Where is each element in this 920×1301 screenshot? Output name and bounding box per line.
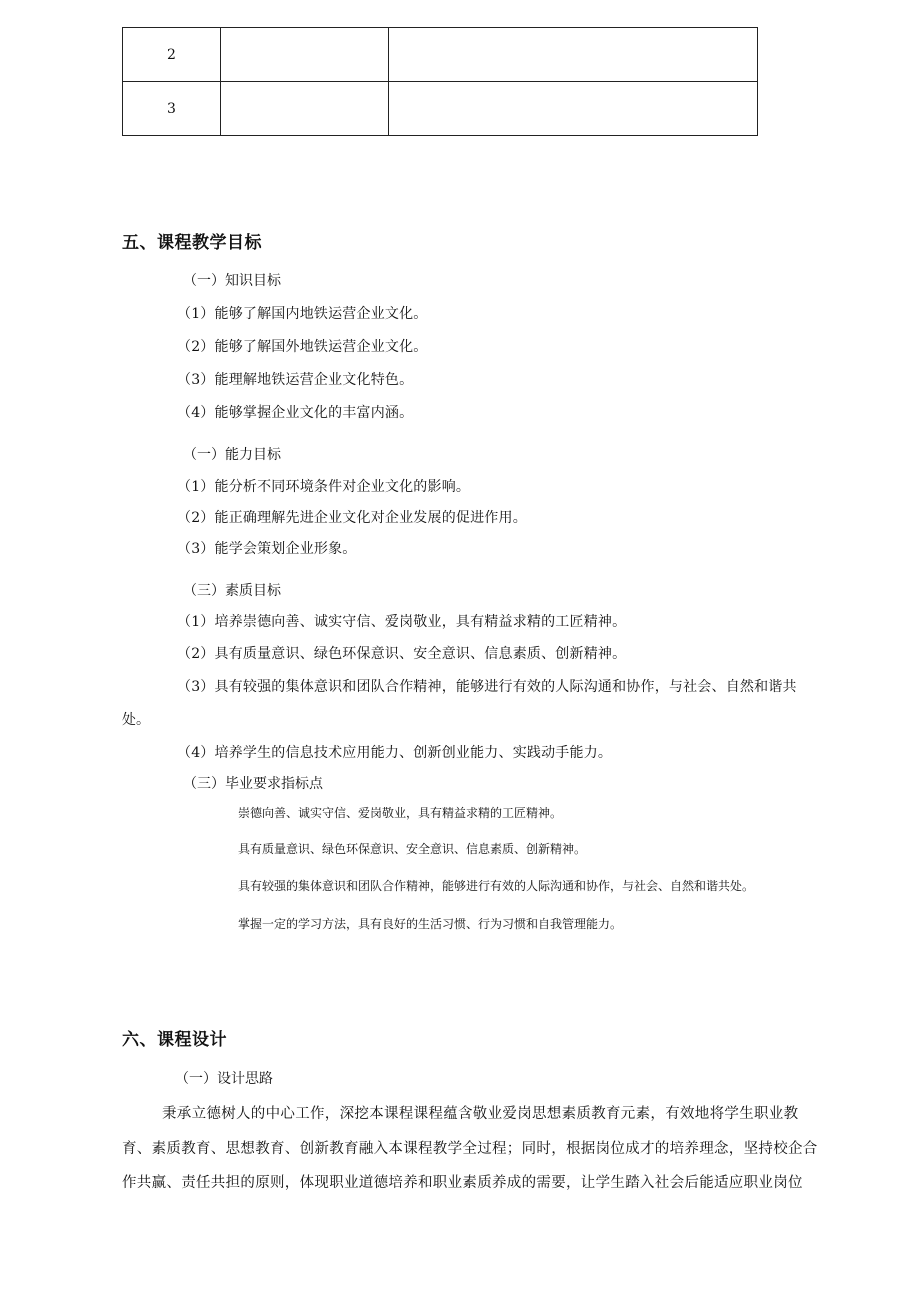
subheading-design-approach: （一）设计思路 [175, 1071, 273, 1087]
subheading-graduation-requirements: （三）毕业要求指标点 [183, 776, 323, 792]
table-cell [221, 82, 389, 136]
table-cell [389, 82, 758, 136]
list-item: （1）培养崇德向善、诚实守信、爱岗敬业，具有精益求精的工匠精神。 [177, 614, 627, 630]
subheading-knowledge-goals: （一）知识目标 [183, 273, 281, 289]
subheading-quality-goals: （三）素质目标 [183, 583, 281, 599]
section-heading-teaching-goals: 五、课程教学目标 [122, 233, 262, 253]
graduation-item: 掌握一定的学习方法，具有良好的生活习惯、行为习惯和自我管理能力。 [238, 917, 623, 931]
graduation-item: 具有较强的集体意识和团队合作精神，能够进行有效的人际沟通和协作，与社会、自然和谐共处。 [238, 879, 755, 893]
list-item: （1）能分析不同环境条件对企业文化的影响。 [177, 479, 471, 495]
table-cell-number: 2 [123, 28, 221, 82]
list-item: （2）能正确理解先进企业文化对企业发展的促进作用。 [177, 510, 527, 526]
course-table [122, 27, 758, 136]
list-item: （3）能学会策划企业形象。 [177, 541, 357, 557]
graduation-item: 具有质量意识、绿色环保意识、安全意识、信息素质、创新精神。 [238, 842, 587, 856]
list-item: （4）能够掌握企业文化的丰富内涵。 [177, 405, 414, 421]
paragraph-line: 育、素质教育、思想教育、创新教育融入本课程教学全过程；同时，根据岗位成才的培养理念，坚持校企合 [122, 1141, 818, 1157]
table-row [123, 28, 758, 82]
section-heading-course-design: 六、课程设计 [122, 1030, 227, 1050]
subheading-ability-goals: （一）能力目标 [183, 447, 281, 463]
list-item: （4）培养学生的信息技术应用能力、创新创业能力、实践动手能力。 [177, 745, 613, 761]
table-cell [389, 28, 758, 82]
table-cell [221, 28, 389, 82]
list-item: （3）具有较强的集体意识和团队合作精神，能够进行有效的人际沟通和协作，与社会、自然和谐共 [177, 679, 797, 695]
table-row [123, 82, 758, 136]
list-item: （3）能理解地铁运营企业文化特色。 [177, 372, 414, 388]
graduation-item: 崇德向善、诚实守信、爱岗敬业，具有精益求精的工匠精神。 [238, 806, 563, 820]
paragraph-line: 秉承立德树人的中心工作，深挖本课程课程蕴含敬业爱岗思想素质教育元素，有效地将学生职业教 [162, 1106, 799, 1122]
list-item: （1）能够了解国内地铁运营企业文化。 [177, 306, 428, 322]
list-item: （2）具有质量意识、绿色环保意识、安全意识、信息素质、创新精神。 [177, 646, 627, 662]
paragraph-line: 作共赢、责任共担的原则，体现职业道德培养和职业素质养成的需要，让学生踏入社会后能适应职业岗位 [122, 1175, 803, 1191]
list-item-continuation: 处。 [122, 712, 150, 728]
list-item: （2）能够了解国外地铁运营企业文化。 [177, 339, 428, 355]
table-cell-number: 3 [123, 82, 221, 136]
